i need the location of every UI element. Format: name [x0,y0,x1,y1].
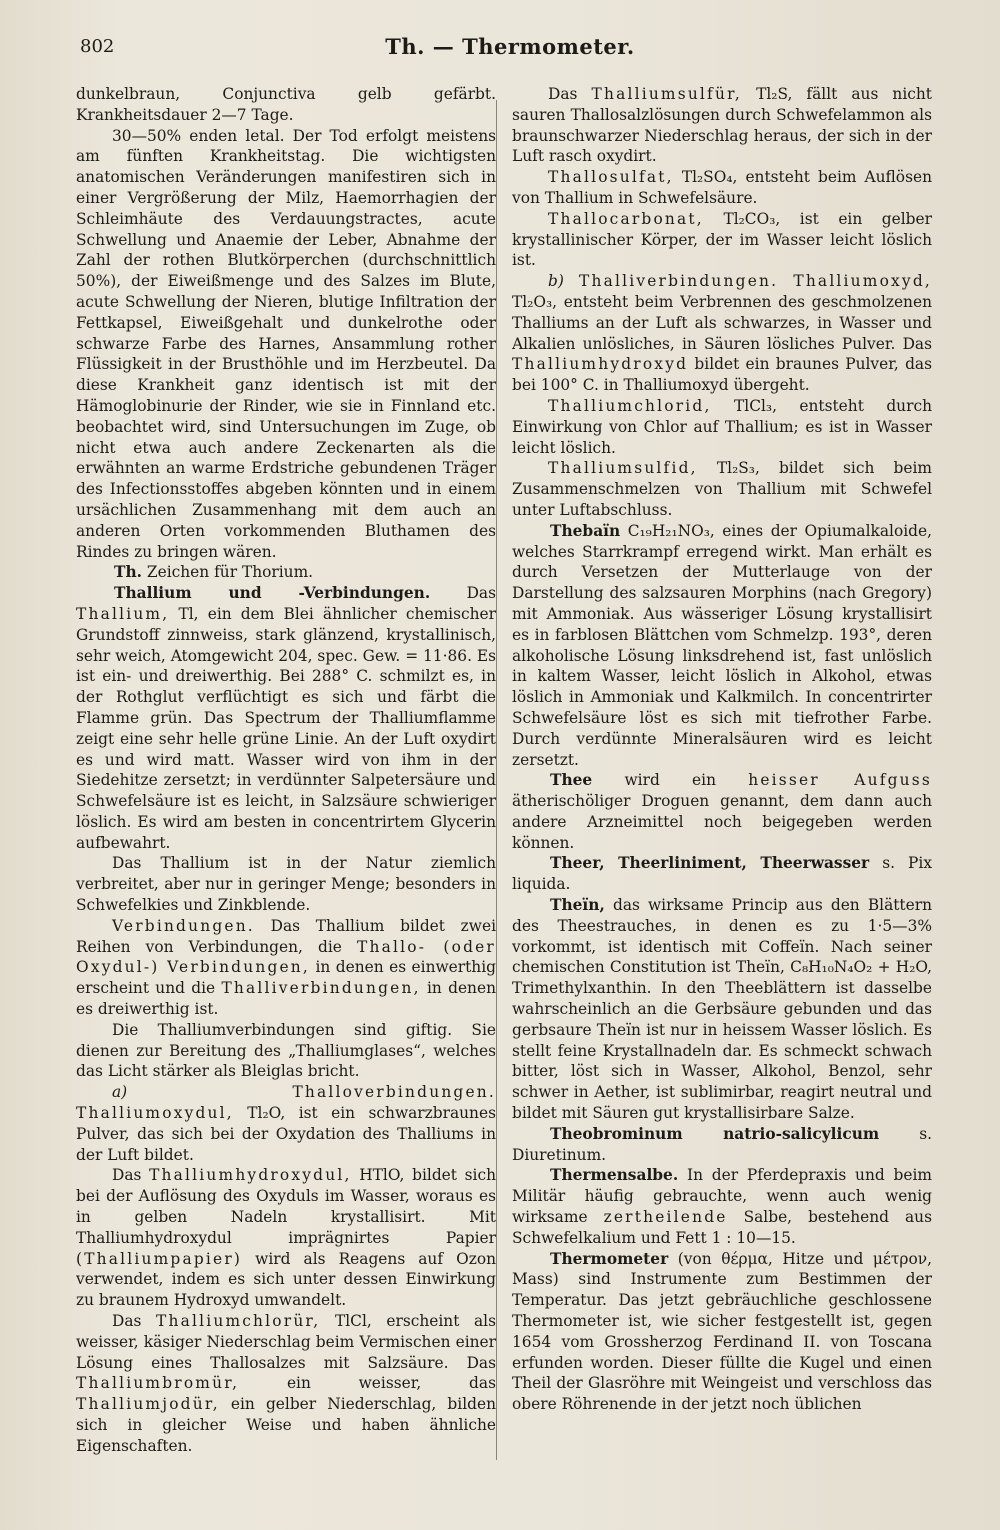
entry-thermensalbe [512,1165,932,1248]
list-label: b) [548,272,564,291]
paragraph-verbindungen [76,916,496,1020]
spaced-term: Thalliumbromür, [76,1374,240,1393]
entry-text: Tl₂O, ist ein schwarzbraunes Pulver, das sich bei der Oxydation des Thalliums in der Luft bildet. [76,1104,496,1164]
entry-thallium [76,583,496,853]
running-head: Th. — Thermometer. [385,34,635,59]
entry-thermometer [512,1249,932,1415]
column-divider [496,100,497,1460]
list-label: a) [112,1083,128,1102]
spaced-term: Thalliumoxydul, [76,1104,234,1123]
paragraph: Die Thalliumverbindungen sind giftig. Sie dienen zur Bereitung des „Thalliumglases“, welches das Licht stärker als Bleiglas bricht. [76,1020,496,1081]
entry-thee [512,770,932,853]
entry-text: in denen es dreiwerthig ist. [76,979,496,1019]
headword: Thallium und -Verbindungen. [114,584,431,603]
spaced-term: Thallo- (oder Oxydul-) Verbindungen, [76,937,496,977]
headword: Thebaïn [550,521,621,540]
paragraph-carbonat [512,209,932,271]
entry-text: Das [466,584,496,603]
entry-text: das wirksame Princip aus den Blättern des Theestrauches, in denen es zu 1·5—3% vorkommt, ist identisch mit Coffeïn. Nach seiner chemischen Constitution ist Theïn, C₈H₁₀N₄O₂ + H₂O, Trimethylxanthin. In den Theeblättern ist dasselbe wahrscheinlich an die Gerbsäure gebunden und das gerbsaure Theïn ist nur in heissem Wasser löslich. Es stellt feine Krystallnadeln dar. Es schmeckt schwach bitter, löst sich in Wasser, Alkohol, Benzol, sehr schwer in Aether, ist sublimirbar, reagirt neutral und bildet mit Säuren gut krystallisirbare Salze. [512,896,932,1123]
headword: Theer, Theerliniment, Theerwasser [550,854,870,873]
entry-text: TlCl, erscheint als weisser, käsiger Niederschlag beim Vermischen einer Lösung eines Thallosalzes mit Salzsäure. Das [76,1312,496,1372]
entry-text: wird als Reagens auf Ozon verwendet, indem es sich unter dessen Einwirkung zu braunem Hydroxyd umwandelt. [76,1249,496,1310]
entry-text: In der Pferdepraxis und beim Militär häufig gebrauchte, wenn auch wenig wirksame [512,1166,932,1227]
entry-text: TlCl₃, entsteht durch Einwirkung von Chlor auf Thallium; es ist in Wasser leicht löslich. [512,396,932,457]
entry-text: bildet ein braunes Pulver, das bei 100° C. in Thalliumoxyd übergeht. [512,355,932,395]
spaced-term: Thalloverbindungen. [292,1083,496,1102]
paragraph-thalliverbindungen [512,271,932,396]
headword: Thee [550,771,593,790]
paragraph-chloruer [76,1311,496,1457]
spaced-term: Thalliverbindungen, [221,979,421,998]
entry-text: Tl₂S₃, bildet sich beim Zusammenschmelzen von Thallium mit Schwefel unter Luftabschluss. [512,459,932,519]
spaced-term: Thalliverbindungen. [579,272,779,291]
entry-thein [512,895,932,1124]
entry-text: Tl₂SO₄, entsteht beim Auflösen von Thallium in Schwefelsäure. [512,168,932,207]
entry-text: Tl₂O₃, entsteht beim Verbrennen des geschmolzenen Thalliums an der Luft als schwarzes, in Wasser und Alkalien unlösliches, in Säuren lösliches Pulver. Das [512,292,932,353]
spaced-term: Thallosulfat, [548,168,674,187]
paragraph-hydroxydul [76,1165,496,1311]
headword: Theïn, [550,896,605,915]
spaced-term: Thallium, [76,604,170,623]
page-header [80,30,940,64]
entry-text: (von θέρμα, Hitze und μέτρον, Mass) sind Instrumente zum Bestimmen der Temperatur. Das jetzt gebräuchliche geschlossene Thermometer ist, wie sicher festgestellt ist, gegen 1654 vom Grossherzog Ferdinand II. von Toscana erfunden worden. Dieser füllte die Kugel und einen Theil der Glasröhre mit Weingeist und verschloss das obere Röhrenende in der jetzt noch üblichen [512,1249,932,1414]
headword: Thermensalbe. [550,1166,679,1185]
paragraph-thalloverbindungen [76,1082,496,1165]
headword: Th. [114,563,143,582]
spaced-term: Thallocarbonat, [548,209,704,228]
spaced-term: Thalliumchlorid, [548,396,712,415]
spaced-term: Thalliumhydroxyd [512,355,689,374]
right-column [512,84,932,1484]
entry-thebain [512,521,932,771]
entry-text: Tl₂CO₃, ist ein gelber krystallinischer Körper, der im Wasser leicht löslich ist. [512,209,932,270]
entry-theer [512,853,932,895]
paragraph: Das Thallium ist in der Natur ziemlich verbreitet, aber nur in geringer Menge; besonders in Schwefelkies und Zinkblende. [76,854,496,915]
spaced-term: Thalliumsulfid, [548,459,698,478]
spaced-term: Thalliumchlorür, [156,1312,321,1331]
paragraph: 30—50% enden letal. Der Tod erfolgt meistens am fünften Krankheitstag. Die wichtigsten anatomischen Veränderungen manifestiren sich in einer Vergrößerung der Milz, Haemorrhagien der Schleimhäute des Verdauungstractes, acute Schwellung und Anaemie der Leber, Abnahme der Zahl der rothen Blutkörperchen (durchschnittlich 50%), der Eiweißmenge und des Salzes im Blute, acute Schwellung der Nieren, blutige Infiltration der Fettkapsel, Eiweißgehalt und dunkelrothe oder schwarze Farbe des Harnes, Ansammlung rother Flüssigkeit in der Brusthöhle und im Herzbeutel. Da diese Krankheit ganz identisch ist mit der Hämoglobinurie der Rinder, wie sie in Finnland etc. beobachtet wird, sind Untersuchungen im Zuge, ob nicht etwa auch andere Zeckenarten als die erwähnten an warme Erdstriche gebundenen Träger des Infectionsstoffes abgeben könnten und in einem ursächlichen Zusammenhang mit dem auch an anderen Orten vorkommenden Bluthamen des Rindes zu bringen wären. [76,126,496,561]
left-column [76,84,496,1484]
entry-text: HTlO, bildet sich bei der Auflösung des Oxyduls im Wasser, woraus es in gelben Nadeln krystallisirt. Mit Thalliumhydroxydul imprägnirtes Papier [76,1166,496,1247]
spaced-term: Verbindungen. [112,916,255,935]
page-number: 802 [80,36,115,57]
paragraph-sulfuer [512,84,932,167]
paragraph-chlorid [512,396,932,458]
entry-text: Das [548,85,578,103]
spaced-term: zertheilende [603,1208,728,1227]
spaced-term: Thalliumhydroxydul, [149,1166,352,1185]
entry-text: s. Pix liquida. [512,854,932,894]
entry-text: Das [112,1166,142,1185]
spaced-term: Thalliumoxyd, [793,272,932,291]
entry-text: Das [112,1312,142,1331]
paragraph-sulfid [512,458,932,520]
spaced-term: Thalliumjodür, [76,1395,220,1414]
paragraph: dunkelbraun, Conjunctiva gelb gefärbt. Krankheitsdauer 2—7 Tage. [76,85,496,124]
entry-text: Tl₂S, fällt aus nicht sauren Thallosalzlösungen durch Schwefelammon als braunschwarzer Niederschlag heraus, der sich in der Luft rasch oxydirt. [512,85,932,166]
headword: Thermometer [550,1249,669,1268]
entry-text: in denen es einwerthig erscheint und die [76,958,496,998]
paragraph-sulfat [512,167,932,209]
entry-text: Zeichen für Thorium. [146,563,314,582]
entry-text: Salbe, bestehend aus Schwefelkalium und Fett 1 : 10—15. [512,1208,932,1247]
spaced-term: (Thalliumpapier) [76,1249,243,1268]
entry-text: Tl, ein dem Blei ähnlicher chemischer Grundstoff zinnweiss, stark glänzend, krystallinisch, sehr weich, Atomgewicht 204, spec. Gew. = 11·86. Es ist ein- und dreiwerthig. Bei 288° C. schmilzt es, in der Rothglut verflüchtigt es sich und färbt die Flamme grün. Das Spectrum der Thalliumflamme zeigt eine sehr helle grüne Linie. An der Luft oxydirt es und wird matt. Wasser wird von ihm in der Siedehitze zersetzt; in verdünnter Salpetersäure und Schwefelsäure ist es leicht, in Salzsäure schwieriger löslich. Es wird am besten in concentrirtem Glycerin aufbewahrt. [76,604,496,852]
entry-text: C₁₉H₂₁NO₃, eines der Opiumalkaloide, welches Starrkrampf erregend wirkt. Man erhält es durch Versetzen der Mutterlauge von der Darstellung des salzsauren Morphins (nach Gregory) mit Ammoniak. Aus wässeriger Lösung krystallisirt es in farblosen Blättchen vom Schmelzp. 193°, deren alkoholische Lösung linksdrehend ist, fast unlöslich in kaltem Wasser, leicht löslich in Alkohol, etwas löslich in Ammoniak und Kalkmilch. In concentrirter Schwefelsäure löst es sich mit tiefrother Farbe. Durch verdünnte Mineralsäuren wird es leicht zersetzt. [512,521,932,769]
entry-text: ein gelber Niederschlag, bilden sich in gleicher Weise und haben ähnliche Eigenschaften. [76,1395,496,1455]
headword: Theobrominum natrio-salicylicum [550,1124,880,1143]
entry-text: Das Thallium bildet zwei Reihen von Verbindungen, die [76,916,496,956]
entry-text: ätherischöliger Droguen genannt, dem dann auch andere Arzneimittel noch beigegeben werden können. [512,792,932,852]
entry-th [76,562,496,583]
entry-theobrominum [512,1124,932,1166]
entry-text: s. Diuretinum. [512,1124,932,1164]
spaced-term: heisser Aufguss [748,771,932,790]
entry-text: wird ein [624,771,716,790]
spaced-term: Thalliumsulfür, [591,85,743,103]
entry-text: ein weisser, das [286,1374,496,1393]
